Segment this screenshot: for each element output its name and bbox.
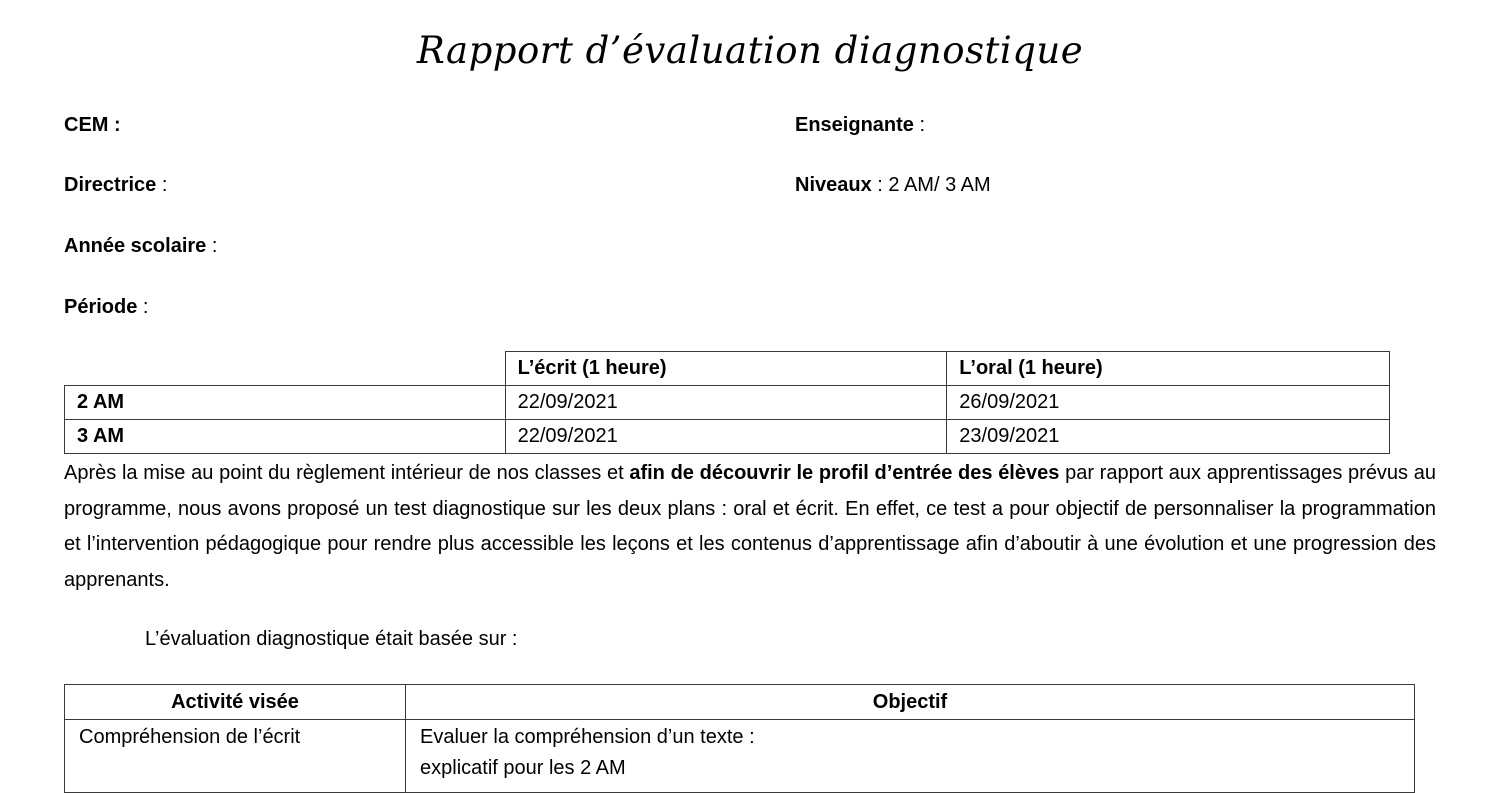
schedule-oral-date: 26/09/2021: [947, 386, 1390, 420]
schedule-level: 2 AM: [65, 386, 506, 420]
field-niveaux: [795, 172, 991, 198]
field-directrice-sep: :: [156, 174, 168, 196]
evaluation-intro-line: L’évaluation diagnostique était basée sur :: [145, 628, 518, 650]
document-title: Rapport d’évaluation diagnostique: [416, 29, 1084, 72]
schedule-ecrit-date: 22/09/2021: [505, 420, 947, 454]
schedule-level: 3 AM: [65, 420, 506, 454]
field-niveaux-value: 2 AM/ 3 AM: [888, 174, 991, 196]
field-annee-scolaire-sep: :: [206, 235, 218, 257]
field-niveaux-label: Niveaux: [795, 174, 872, 196]
field-annee-scolaire: [64, 233, 217, 259]
field-enseignante-label: Enseignante: [795, 114, 914, 136]
schedule-header-oral: L’oral (1 heure): [947, 352, 1390, 386]
table-row: [65, 720, 1415, 793]
schedule-table: [64, 351, 1390, 454]
field-enseignante-sep: :: [913, 114, 926, 136]
field-annee-scolaire-label: Année scolaire: [64, 235, 207, 257]
schedule-oral-date: 23/09/2021: [947, 420, 1390, 454]
objective-line: explicatif pour les 2 AM: [420, 757, 626, 779]
paragraph-bold: afin de découvrir le profil d’entrée des élèves: [629, 462, 1060, 484]
field-periode: [64, 294, 148, 320]
field-directrice-label: Directrice: [64, 174, 157, 196]
objective-line: Evaluer la compréhension d’un texte :: [420, 726, 755, 748]
field-niveaux-sep: :: [871, 174, 889, 196]
activity-header-objectif: Objectif: [406, 685, 1415, 720]
field-directrice: [64, 172, 167, 198]
activity-objective: [406, 720, 1415, 793]
schedule-ecrit-date: 22/09/2021: [505, 386, 947, 420]
field-cem: [64, 112, 121, 138]
activity-table: [64, 684, 1415, 793]
activity-header-activite: Activité visée: [65, 685, 406, 720]
field-periode-label: Période: [64, 296, 138, 318]
activity-name: Compréhension de l’écrit: [65, 720, 406, 793]
schedule-header-blank: [65, 352, 506, 386]
paragraph-part2: par rapport aux apprentissages prévus au programme, nous avons proposé un test diagnostique sur les deux plans : oral et écrit. En effet, ce test a pour objectif de personnaliser la programmation et l’intervention pédagogique pour rendre plus accessible les leçons et les contenus d’apprentissage afin d’aboutir à une évolution et une progression des apprenants.: [64, 462, 1437, 591]
schedule-header-row: [65, 352, 1390, 386]
schedule-header-ecrit: L’écrit (1 heure): [505, 352, 947, 386]
activity-header-row: [65, 685, 1415, 720]
field-cem-label: CEM :: [64, 114, 121, 136]
intro-paragraph: [64, 456, 1436, 598]
table-row: [65, 386, 1390, 420]
paragraph-part1: Après la mise au point du règlement intérieur de nos classes et: [64, 462, 630, 484]
table-row: [65, 420, 1390, 454]
field-periode-sep: :: [137, 296, 149, 318]
field-enseignante: [795, 112, 925, 138]
